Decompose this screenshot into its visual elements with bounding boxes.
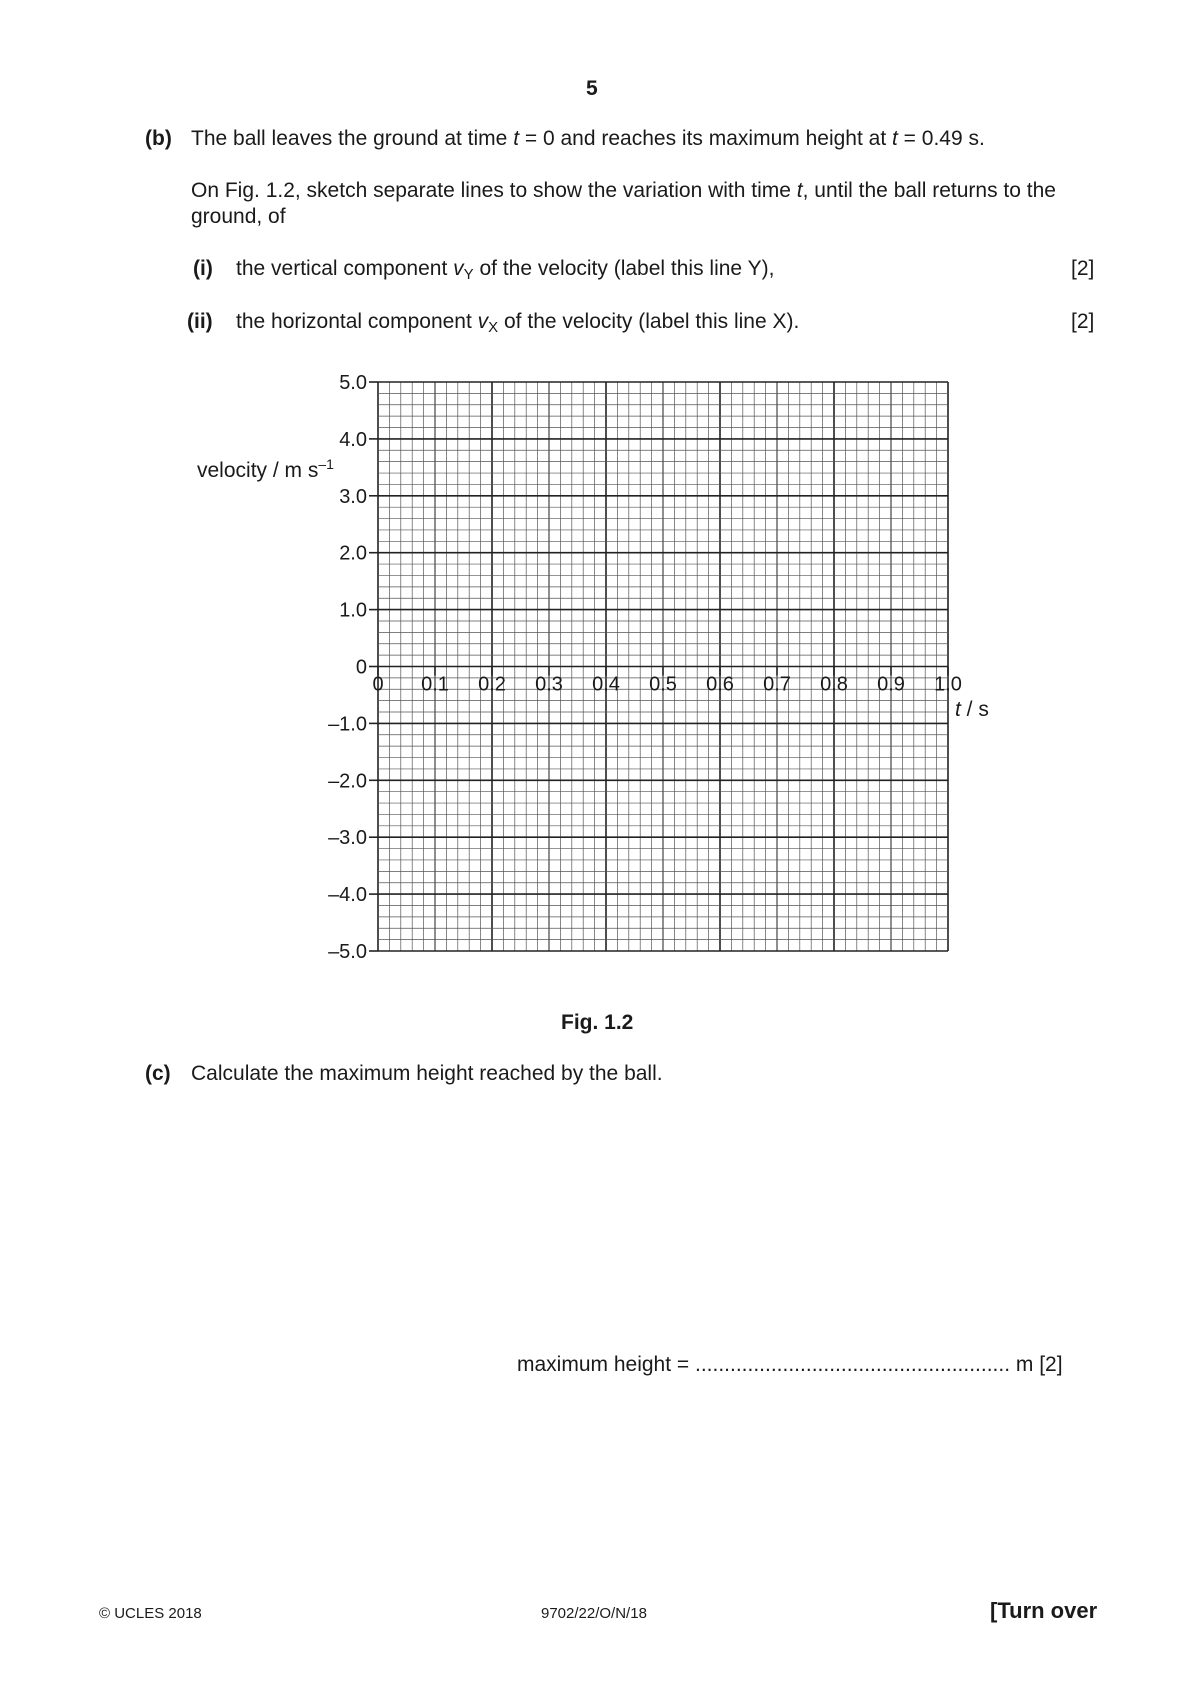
answer-line xyxy=(517,1352,1063,1378)
answer-unit-marks: m [2] xyxy=(1010,1353,1063,1376)
x-tick-label: 0.1 xyxy=(421,673,449,696)
part-c-text: Calculate the maximum height reached by the ball. xyxy=(191,1062,663,1085)
sub-i-marks: [2] xyxy=(1071,257,1095,280)
y-tick-label: 0 xyxy=(355,656,367,679)
y-tick-label: 3.0 xyxy=(339,485,367,508)
x-tick-label: 0.7 xyxy=(763,673,791,696)
x-tick-label: 0.6 xyxy=(706,673,734,696)
vy-subscript: Y xyxy=(463,266,474,283)
x-tick-label: 0.2 xyxy=(478,673,506,696)
y-tick-label: –2.0 xyxy=(328,770,367,793)
y-axis-label-main: velocity / m s xyxy=(197,459,319,482)
part-b-instruction-a: On Fig. 1.2, sketch separate lines to show the variation with time xyxy=(191,179,797,202)
x-axis-label-unit: / s xyxy=(960,698,989,721)
part-b-statement-c: = 0.49 s. xyxy=(897,127,985,150)
x-axis-label-t: t xyxy=(955,698,961,721)
part-b-label: (b) xyxy=(145,127,172,150)
vy-symbol: v xyxy=(453,257,464,280)
figure-caption: Fig. 1.2 xyxy=(561,1011,634,1034)
sub-ii-label: (ii) xyxy=(187,310,213,333)
vx-symbol: v xyxy=(477,310,489,333)
sub-i-text-b: of the velocity (label this line Y), xyxy=(473,257,775,280)
page-number: 5 xyxy=(586,77,598,100)
part-b-statement-a: The ball leaves the ground at time xyxy=(191,127,514,150)
graph-tick-labels xyxy=(328,372,962,963)
t-symbol: t xyxy=(796,179,803,202)
t-symbol: t xyxy=(891,127,898,150)
sub-i-label: (i) xyxy=(193,257,213,280)
x-tick-label: 0 xyxy=(372,673,384,696)
vx-subscript: X xyxy=(488,319,499,336)
sub-ii-text-b: of the velocity (label this line X). xyxy=(498,310,800,333)
turn-over: [Turn over xyxy=(990,1598,1098,1623)
sub-ii-text-a: the horizontal component xyxy=(236,310,478,333)
y-tick-label: –4.0 xyxy=(328,884,367,907)
x-tick-label: 0.9 xyxy=(877,673,905,696)
x-tick-label: 1.0 xyxy=(934,673,962,696)
y-axis-label-sup: –1 xyxy=(318,456,334,472)
y-tick-label: –1.0 xyxy=(328,713,367,736)
footer-code: 9702/22/O/N/18 xyxy=(541,1605,647,1622)
x-axis-label xyxy=(955,697,989,723)
x-tick-label: 0.5 xyxy=(649,673,677,696)
answer-dots[interactable]: ...................................................... xyxy=(695,1353,1011,1376)
x-tick-label: 0.3 xyxy=(535,673,563,696)
part-b-instruction-line2: ground, of xyxy=(191,205,286,228)
y-tick-label: 1.0 xyxy=(339,599,367,622)
part-c-label: (c) xyxy=(145,1062,171,1085)
y-tick-label: 4.0 xyxy=(339,428,367,451)
y-tick-label: –3.0 xyxy=(328,827,367,850)
t-symbol: t xyxy=(513,127,520,150)
x-tick-label: 0.4 xyxy=(592,673,620,696)
sub-i-text-a: the vertical component xyxy=(236,257,454,280)
y-tick-label: –5.0 xyxy=(328,941,367,963)
sub-ii-marks: [2] xyxy=(1071,310,1095,333)
part-b-instruction-b: , until the ball returns to the xyxy=(802,179,1056,202)
part-b-statement-b: = 0 and reaches its maximum height at xyxy=(519,127,892,150)
y-tick-label: 5.0 xyxy=(339,372,367,394)
y-tick-label: 2.0 xyxy=(339,542,367,565)
x-tick-label: 0.8 xyxy=(820,673,848,696)
answer-label: maximum height = xyxy=(517,1353,695,1376)
footer-copyright: © UCLES 2018 xyxy=(99,1605,202,1622)
